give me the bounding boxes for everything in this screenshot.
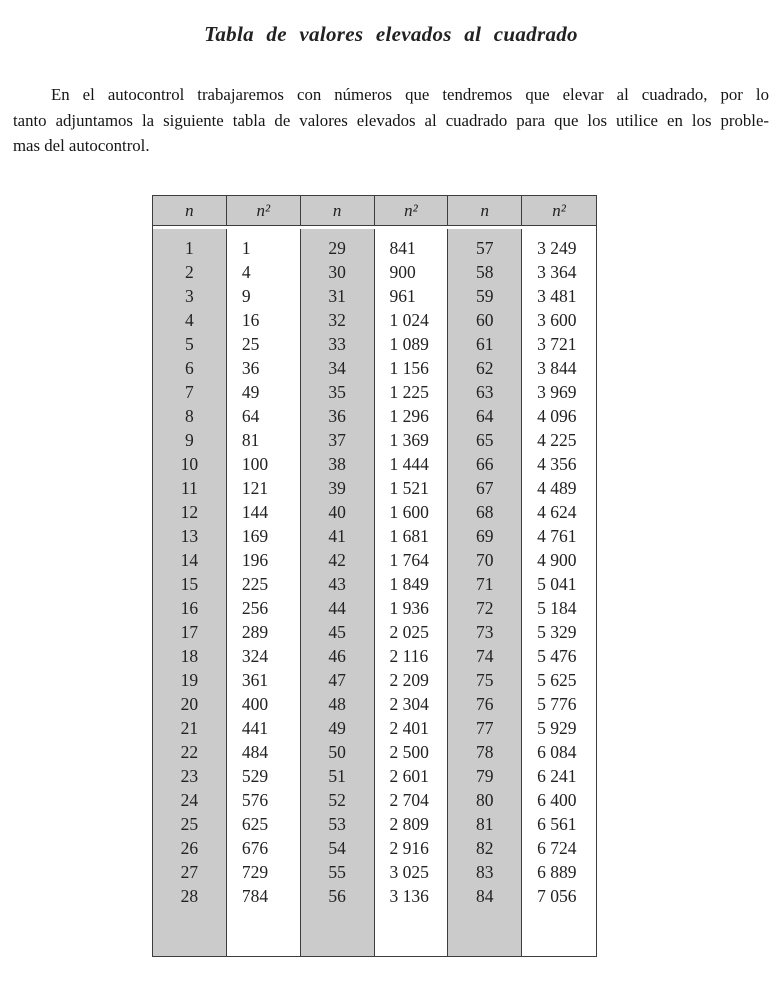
table-cell: 7 [185,382,194,402]
table-cell: 30 [328,262,346,282]
table-cell: 3 481 [537,286,577,306]
table-cell: 73 [475,622,494,642]
table-cell: 5 476 [537,646,577,666]
table-cell: 38 [328,454,346,474]
table-cell: 46 [328,646,346,666]
table-cell: 6 [185,358,194,378]
table-cell: 53 [328,814,346,834]
table-cell: 961 [389,286,416,306]
table-cell: 84 [475,886,494,906]
table-cell: 74 [475,646,494,666]
table-cell: 6 084 [537,742,577,762]
table-cell: 441 [241,718,269,738]
table-cell: 79 [475,766,494,786]
header-cell: n² [375,196,449,225]
table-cell: 5 184 [537,598,577,618]
table-cell: 33 [328,334,346,354]
table-cell: 22 [180,742,199,762]
table-cell: 1 225 [389,382,429,402]
table-cell: 5 329 [537,622,577,642]
table-cell: 31 [328,286,346,306]
header-cell: n [153,196,227,225]
table-cell: 76 [475,694,494,714]
table-cell: 19 [180,670,199,690]
header-cell: n² [522,196,596,225]
paragraph-line: tanto adjuntamos la siguiente tabla de valores elevados al cuadrado para que los utilice en los proble- [13,110,769,130]
table-cell: 82 [475,838,494,858]
table-cell: 4 356 [537,454,577,474]
table-cell: 3 136 [389,886,429,906]
table-cell: 49 [328,718,346,738]
table-cell: 39 [328,478,346,498]
table-cell: 55 [328,862,346,882]
table-cell: 20 [180,694,199,714]
table-cell: 4 624 [537,502,577,522]
table-cell: 61 [475,334,494,354]
table-cell: 15 [180,574,199,594]
table-cell: 1 024 [389,310,429,330]
paragraph-line: mas del autocontrol. [13,136,150,155]
table-cell: 2 209 [389,670,429,690]
table-cell: 361 [241,670,269,690]
table-cell: 16 [241,310,260,330]
table-cell: 5 625 [537,670,577,690]
table-cell: 7 056 [537,886,577,906]
table-cell: 44 [328,598,346,618]
table-cell: 16 [180,598,199,618]
table-cell: 25 [180,814,199,834]
header-cell: n [301,196,375,225]
table-cell: 529 [241,766,269,786]
table-cell: 72 [475,598,494,618]
table-cell: 9 [185,430,194,450]
table-cell: 729 [241,862,269,882]
table-cell: 144 [241,502,269,522]
table-cell: 36 [328,406,346,426]
table-header-row [153,196,596,226]
table-cell: 27 [180,862,199,882]
table-cell: 41 [328,526,346,546]
table-cell: 4 900 [537,550,577,570]
table-cell: 900 [389,262,416,282]
table-cell: 78 [475,742,494,762]
table-cell: 69 [475,526,494,546]
table-cell: 80 [475,790,494,810]
table-cell: 2 704 [389,790,429,810]
table-cell: 54 [328,838,346,858]
table-cell: 34 [328,358,346,378]
table-cell: 4 [241,262,251,282]
table-cell: 1 764 [389,550,429,570]
table-cell: 25 [241,334,260,354]
table-cell: 62 [475,358,494,378]
table-cell: 56 [328,886,346,906]
table-cell: 68 [475,502,494,522]
table-cell: 64 [241,406,260,426]
table-cell: 4 [185,310,194,330]
table-cell: 2 500 [389,742,429,762]
table-cell: 400 [241,694,269,714]
table-cell: 70 [475,550,494,570]
table-cell: 5 776 [537,694,577,714]
table-cell: 14 [180,550,199,570]
table-cell: 81 [241,430,260,450]
table-cell: 841 [389,238,416,258]
table-cell: 2 304 [389,694,429,714]
table-cell: 576 [241,790,269,810]
table-cell: 5 929 [537,718,577,738]
table-cell: 1 [241,238,251,258]
table-cell: 49 [241,382,260,402]
table-cell: 81 [475,814,494,834]
table-cell: 1 156 [389,358,429,378]
header-cell: n [448,196,522,225]
table-cell: 17 [180,622,199,642]
table-cell: 169 [241,526,269,546]
table-body [153,226,596,956]
table-cell: 3 844 [537,358,577,378]
table-cell: 3 600 [537,310,577,330]
table-cell: 3 249 [537,238,577,258]
table-cell: 196 [241,550,269,570]
table-cell: 6 889 [537,862,577,882]
table-cell: 71 [475,574,494,594]
table-cell: 40 [328,502,346,522]
page-title: Tabla de valores elevados al cuadrado [204,22,578,46]
table-cell: 24 [180,790,199,810]
table-cell: 6 561 [537,814,577,834]
table-cell: 77 [475,718,494,738]
table-cell: 60 [475,310,494,330]
table-cell: 11 [180,478,198,498]
table-cell: 75 [475,670,494,690]
table-cell: 2 601 [389,766,429,786]
table-cell: 67 [475,478,494,498]
table-cell: 3 364 [537,262,577,282]
table-cell: 64 [475,406,494,426]
table-cell: 23 [180,766,199,786]
table-cell: 2 025 [389,622,429,642]
table-cell: 4 096 [537,406,577,426]
table-cell: 1 444 [389,454,429,474]
table-cell: 2 [185,262,194,282]
table-cell: 26 [180,838,199,858]
table-cell: 10 [180,454,199,474]
table-cell: 784 [241,886,269,906]
table-cell: 6 400 [537,790,577,810]
table-cell: 484 [241,742,269,762]
table-cell: 21 [180,718,199,738]
table-cell: 225 [241,574,269,594]
table-cell: 2 116 [389,646,429,666]
table-cell: 100 [241,454,269,474]
table-cell: 2 401 [389,718,429,738]
table-cell: 1 681 [389,526,429,546]
table-cell: 28 [180,886,199,906]
table-cell: 625 [241,814,269,834]
table-cell: 36 [241,358,260,378]
table-cell: 1 521 [389,478,429,498]
table-cell: 42 [328,550,346,570]
table-cell: 8 [185,406,194,426]
intro-paragraph [13,82,769,159]
table-cell: 65 [475,430,494,450]
table-cell: 6 241 [537,766,577,786]
table-cell: 4 225 [537,430,577,450]
column-n-1-28 [153,229,227,956]
table-cell: 1 089 [389,334,429,354]
table-cell: 3 969 [537,382,577,402]
table-cell: 121 [241,478,269,498]
table-cell: 1 296 [389,406,429,426]
table-cell: 18 [180,646,199,666]
table-cell: 1 849 [389,574,429,594]
table-cell: 1 369 [389,430,429,450]
table-cell: 256 [241,598,269,618]
table-cell: 45 [328,622,346,642]
table-cell: 35 [328,382,346,402]
column-n-57-84 [448,229,522,956]
table-cell: 2 916 [389,838,429,858]
header-cell: n² [227,196,301,225]
table-cell: 4 761 [537,526,577,546]
table-cell: 52 [328,790,346,810]
table-cell: 83 [475,862,494,882]
table-cell: 51 [328,766,346,786]
table-cell: 3 025 [389,862,429,882]
table-cell: 4 489 [537,478,577,498]
squares-table [152,195,597,957]
table-cell: 57 [475,238,494,258]
table-cell: 47 [328,670,346,690]
table-cell: 676 [241,838,269,858]
table-cell: 48 [328,694,346,714]
table-cell: 1 600 [389,502,429,522]
column-n-29-56 [301,229,375,956]
table-cell: 58 [475,262,494,282]
table-cell: 289 [241,622,269,642]
table-cell: 9 [241,286,251,306]
table-cell: 37 [328,430,346,450]
table-cell: 32 [328,310,346,330]
table-cell: 5 041 [537,574,577,594]
table-cell: 29 [328,238,346,258]
table-cell: 50 [328,742,346,762]
table-cell: 6 724 [537,838,577,858]
table-cell: 2 809 [389,814,429,834]
table-cell: 13 [180,526,199,546]
table-cell: 324 [241,646,269,666]
paragraph-line: En el autocontrol trabajaremos con números que tendremos que elevar al cuadrado, por lo [51,85,769,104]
table-cell: 66 [475,454,494,474]
table-cell: 12 [180,502,199,522]
column-nsq-29-56 [375,229,449,956]
table-cell: 5 [185,334,194,354]
column-nsq-1-28 [227,229,301,956]
table-cell: 3 [185,286,194,306]
table-cell: 63 [475,382,494,402]
table-cell: 1 936 [389,598,429,618]
column-nsq-57-84 [522,229,596,956]
table-cell: 3 721 [537,334,577,354]
table-cell: 59 [475,286,494,306]
table-cell: 43 [328,574,346,594]
table-cell: 1 [185,238,194,258]
